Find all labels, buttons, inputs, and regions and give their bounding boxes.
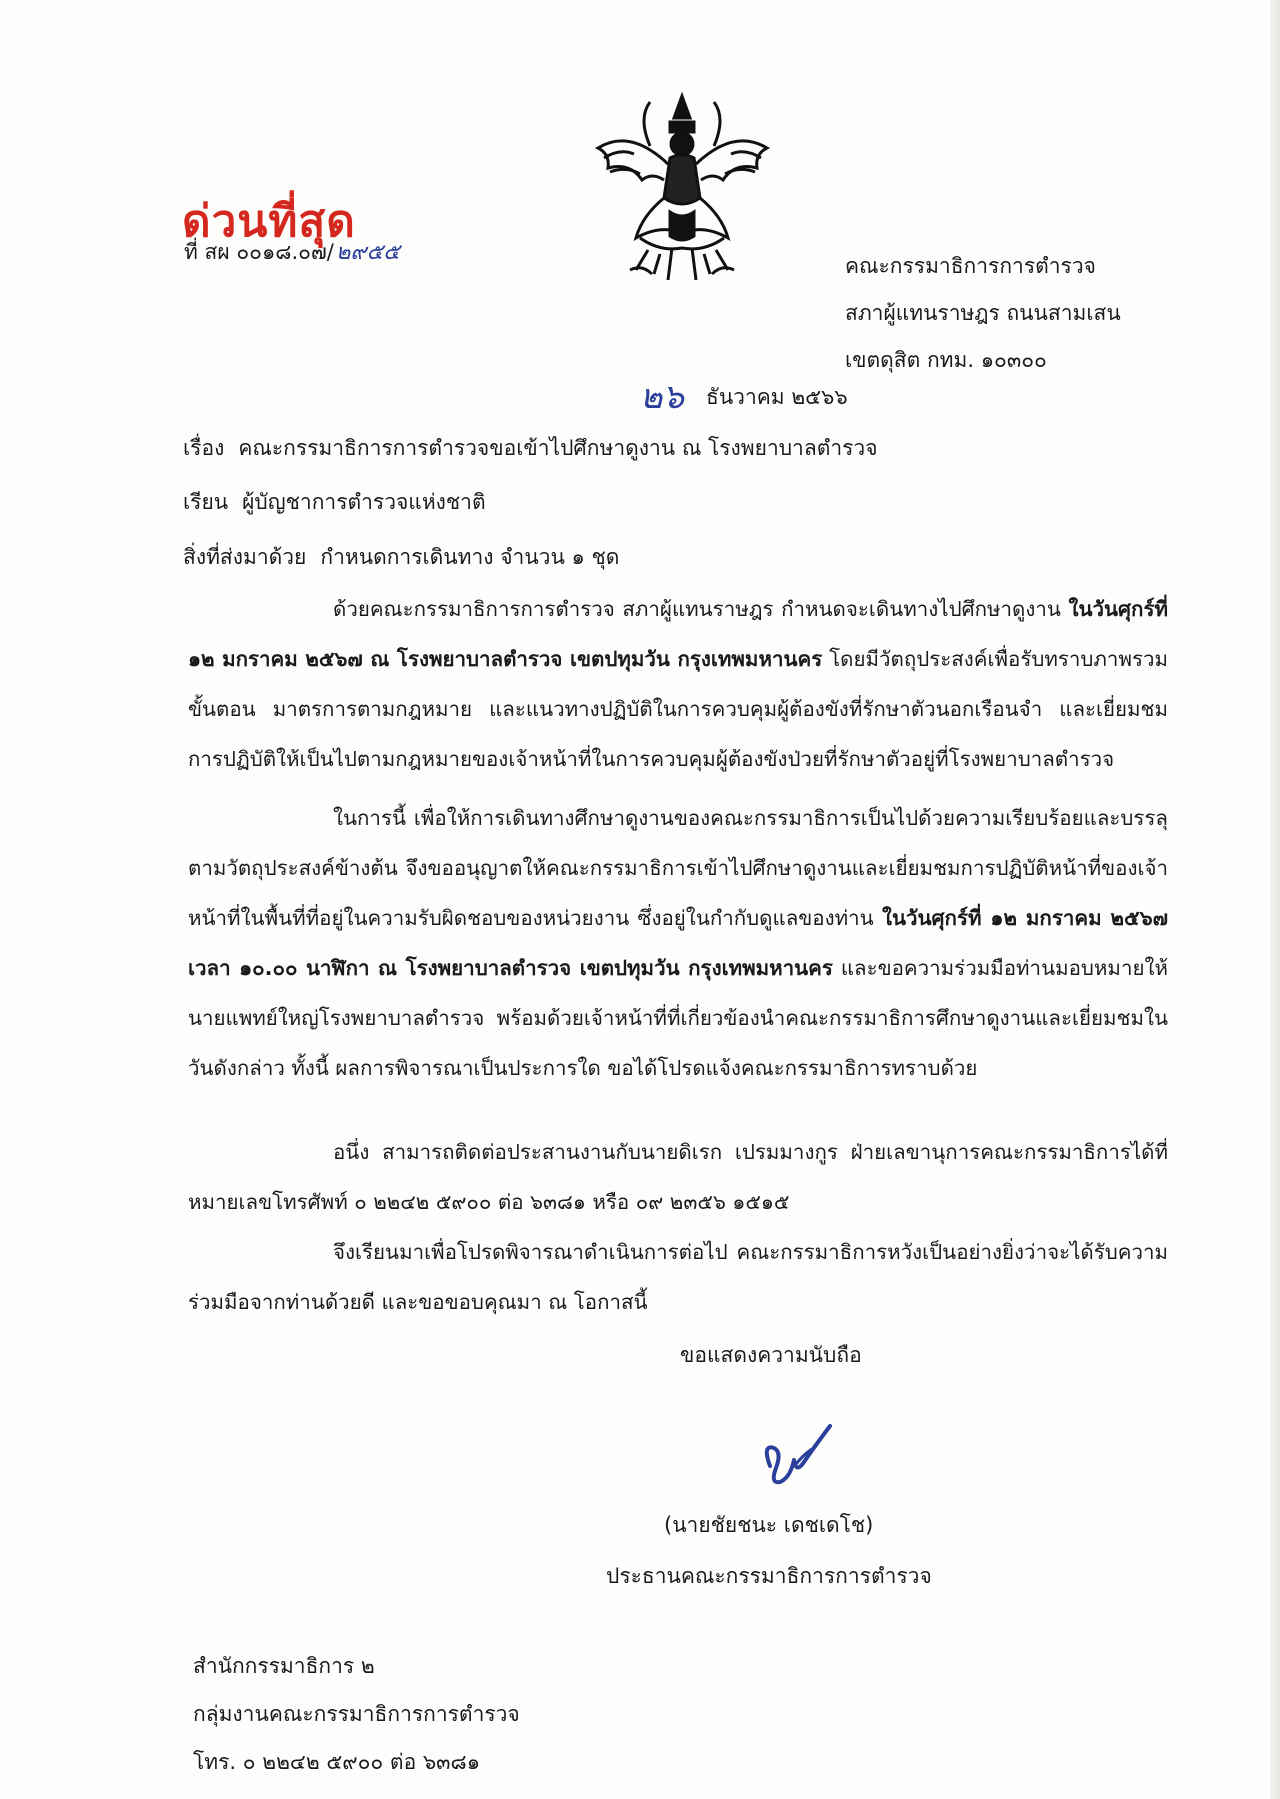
footer-line: กลุ่มงานคณะกรรมาธิการการตำรวจ [193,1702,520,1726]
paragraph-text: และขอความร่วมมือท่านมอบหมายให้นายแพทย์ใหญ่โรงพยาบาลตำรวจ พร้อมด้วยเจ้าหน้าที่ที่เกี่ยวข้องนำคณะกรรมาธิการศึกษาดูงานและเยี่ยมชมในวันดังกล่าว ทั้งนี้ ผลการพิจารณาเป็นประการใด ขอได้โปรดแจ้งคณะกรรมาธิการทราบด้วย [188,956,1168,1080]
addressee-text: ผู้บัญชาการตำรวจแห่งชาติ [242,490,486,514]
addressee-label: เรียน [183,490,229,514]
paragraph-text: ในการนี้ เพื่อให้การเดินทางศึกษาดูงานของคณะกรรมาธิการเป็นไปด้วยความเรียบร้อยและบรรลุตามวัตถุประสงค์ข้างต้น จึงขออนุญาตให้คณะกรรมาธิการเข้าไปศึกษาดูงานและเยี่ยมชมการปฏิบัติหน้าที่ของเจ้าหน้าที่ในพื้นที่ที่อยู่ในความรับผิดชอบของหน่วยงาน ซึ่งอยู่ในกำกับดูแลของท่าน [188,806,1168,930]
signatory-name: (นายชัยชนะ เดชเดโช) [664,1513,874,1537]
subject-text: คณะกรรมาธิการการตำรวจขอเข้าไปศึกษาดูงาน ณ โรงพยาบาลตำรวจ [238,436,878,460]
handwritten-signature [740,1404,850,1494]
paragraph-bold-text: ในวันศุกร์ที่ ๑๒ มกราคม ๒๕๖๗ เวลา ๑๐.๐๐ นาฬิกา ณ โรงพยาบาลตำรวจ เขตปทุมวัน กรุงเทพมหานคร [188,906,1168,980]
body-paragraph-3: อนึ่ง สามารถติดต่อประสานงานกับนายดิเรก เปรมมางกูร ฝ่ายเลขานุการคณะกรรมาธิการได้ที่หมายเลขโทรศัพท์ ๐ ๒๒๔๒ ๕๙๐๐ ต่อ ๖๓๘๑ หรือ ๐๙ ๒๓๕๖ ๑๕๑๕ [188,1140,1168,1214]
footer-line: สำนักกรรมาธิการ ๒ [193,1654,375,1678]
address-line: สภาผู้แทนราษฎร ถนนสามเสน [845,301,1121,325]
body-paragraph-1 [188,584,1168,784]
footer-contact [193,1642,520,1786]
address-line: เขตดุสิต กทม. ๑๐๓๐๐ [845,348,1047,372]
subject-label: เรื่อง [183,436,225,460]
enclosure-label: สิ่งที่ส่งมาด้วย [183,545,307,569]
date-day-handwritten: ๒๖ [640,377,684,417]
garuda-emblem-icon [590,88,775,283]
addressee-line [183,490,486,515]
footer-line: โทร. ๐ ๒๒๔๒ ๕๙๐๐ ต่อ ๖๓๘๑ [193,1750,481,1774]
closing-phrase: ขอแสดงความนับถือ [680,1343,862,1367]
body-paragraph-4: จึงเรียนมาเพื่อโปรดพิจารณาดำเนินการต่อไป คณะกรรมาธิการหวังเป็นอย่างยิ่งว่าจะได้รับความร่วมมือจากท่านด้วยดี และขอขอบคุณมา ณ โอกาสนี้ [188,1240,1168,1314]
body-paragraph-2 [188,793,1168,1093]
sender-address [845,243,1121,384]
paragraph-text: ด้วยคณะกรรมาธิการการตำรวจ สภาผู้แทนราษฎร กำหนดจะเดินทางไปศึกษาดูงาน [333,597,1069,621]
letter-date [640,377,848,418]
enclosure-line [183,545,619,570]
reference-handwritten: ๒๙๕๕ [335,240,400,265]
date-month-year: ธันวาคม ๒๕๖๖ [706,385,848,409]
reference-prefix: ที่ สผ ๐๐๑๘.๐๗/ [184,240,334,264]
reference-number [184,240,400,266]
paragraph-bold-text: ในวันศุกร์ที่ ๑๒ มกราคม ๒๕๖๗ ณ โรงพยาบาลตำรวจ เขตปทุมวัน กรุงเทพมหานคร [188,597,1168,671]
urgency-stamp: ด่วนที่สุด [182,196,356,247]
signatory-position: ประธานคณะกรรมาธิการการตำรวจ [606,1564,932,1588]
address-line: คณะกรรมาธิการการตำรวจ [845,254,1096,278]
subject-line [183,436,878,461]
paragraph-text: โดยมีวัตถุประสงค์เพื่อรับทราบภาพรวมขั้นตอน มาตรการตามกฎหมาย และแนวทางปฏิบัติในการควบคุมผู้ต้องขังที่รักษาตัวนอกเรือนจำ และเยี่ยมชมการปฏิบัติให้เป็นไปตามกฎหมายของเจ้าหน้าที่ในการควบคุมผู้ต้องขังป่วยที่รักษาตัวอยู่ที่โรงพยาบาลตำรวจ [188,647,1168,771]
scan-edge [1270,0,1280,1799]
enclosure-text: กำหนดการเดินทาง จำนวน ๑ ชุด [320,545,620,569]
